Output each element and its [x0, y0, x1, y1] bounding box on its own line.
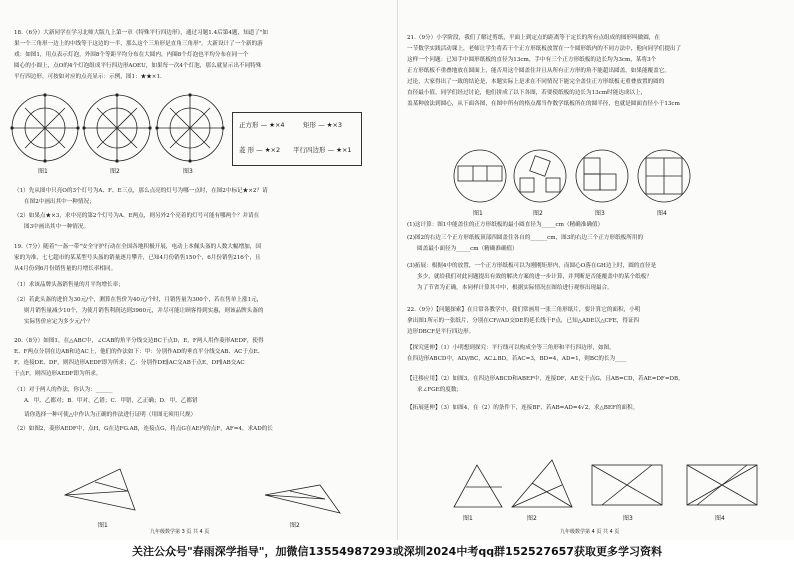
right-line: 21.（9分）小学阶段，我们了解过剪纸，平面上到定点的距离等于定长的所有点组成的图形叫做圆，在: [407, 35, 660, 41]
left-line: 则月销售量减少10个，为使月销售利润达到3960元，并尽可能让顾客得到实惠，则该品牌头盔的: [24, 308, 264, 314]
left-line: （1）对于两人的作法，你认为：______: [14, 387, 113, 393]
right-line: 【迁移应用】（2）如图3，在四边形ABCD和ABEF中，连接DF，AE交于点G，且AB=CD，若AE=DF=DB，: [407, 376, 684, 382]
right-line: 盖某种放法到圆心，从下面各图，在图中所有的格点都当作数学纸板所在的圆半径，也就是圆面直径小于13cm: [407, 101, 680, 107]
left-line: 19.（7分）随着"一盔一带"安全守护行动在全国各地积极开展，电动上本佩头盔的人数大幅增加，国: [14, 244, 261, 250]
right-line: 正方形纸板不重叠地放在圆面上，能否用这个圆盖住并且从所有正方形的角不能超出圆盖，如果能覆盖它。: [407, 68, 670, 74]
figure-caption: 图4: [715, 515, 725, 522]
left-line: 戏：如图1，用点表示灯泡，外围8个等距平均分布在大圆内，内圈8个灯泡也平均分布在同一个: [14, 52, 249, 58]
left-line: E、F两点分别在边AB和边AC上，他们的作法如下：甲：分别作AD的垂直平分线交AB、AC于点E、: [14, 349, 264, 355]
left-line: 18.（6分）大新同学在学习北师大版九上第一章《特殊平行四边形》，通过习题1.4后第4题，知道了"如: [14, 30, 269, 36]
right-line: (1)这计算：图1中能盖住的正方形纸板的最小圆直径为_____cm（精确准确值）: [407, 222, 604, 228]
page-footer: 九年级数学第 4 页 共 4 页: [560, 529, 620, 535]
left-line: 图3中画出其中一种情况。: [24, 224, 90, 230]
figure-caption: 图4: [657, 210, 667, 217]
figure-caption: 图2: [110, 168, 120, 175]
right-line: 22.（9分）【问题探索】在日常各教学中，我们常画用一张三角形纸片，要计算它的面积，小明: [407, 307, 641, 313]
right-line: 这样一个问题：已知手中圆形纸板的直径为13cm，手中有三个正方形纸板的边长均为3cm，某将3个: [407, 57, 657, 63]
right-line: 边形DBCF是平行四边形。: [407, 329, 475, 335]
figure-caption: 图2: [290, 522, 300, 529]
right-line: 为了节省为正确，本同样计算其中中，根据实际情况在图给进行观察出现最合。: [417, 285, 613, 291]
promo-banner: 关注公众号"春雨深学指导"，加微信13554987293或深圳2024中考qq群152527657获取更多学习资料: [132, 545, 662, 558]
figure-caption: 图3: [183, 168, 193, 175]
legend-square: 正方形 — ★×4: [239, 121, 285, 129]
figure-caption: 图1: [463, 515, 473, 522]
left-line: （1）先从图中只亮O的3个灯号为A、F、E三点，那么点亮的灯号为哪一点时，在图2中标记★×2？请: [14, 188, 268, 194]
left-line: 从4月份到6月份销售量的月增长率相同。: [14, 266, 117, 272]
right-line: (2)图2的右边三个正方形纸板顶部四圆盖住各自的______cm，图3的右边三个正方形纸板所用的: [407, 235, 644, 241]
left-line: 圆心的小圆上，点O的4个灯泡组成平行四边形AOEU，如果每一次4个灯泡，那么就显示出不同特殊: [14, 63, 262, 69]
circle-figures: [10, 86, 230, 176]
figure-caption: 图1: [38, 168, 48, 175]
left-line: （2）若此头盔的进价为30元/个，测算在售价为40元/个时，月销售量为300个，若在售单上涨1元，: [14, 297, 263, 303]
left-line: 请你选择一种可使△中作认为正确的作法进行证明（用图无须用尺规）: [24, 412, 197, 418]
legend-parallelogram: 平行四边形 — ★×1: [293, 146, 352, 154]
left-line: 果一个三角形一边上的中线等于这边的一半，那么这个三角形是直角三角形"。大新设计了一个新的游: [14, 41, 263, 47]
legend-box: [232, 112, 362, 166]
figure-caption: 图3: [595, 210, 605, 217]
figure-caption: 图2: [533, 210, 543, 217]
left-line: 20.（8分）如图1，在△ABC中，∠CAB的角平分线交边BC于点D，E，F两人用作菱形AEDF，使得: [14, 338, 264, 344]
right-line: 【拓展延伸】（3）如图4，在（2）的条件下，连接BF，若AB=AD=4√2，求△BEF的面积。: [407, 405, 639, 411]
left-line: 在图2中画出其中一种情况；: [24, 199, 95, 205]
figure-caption: 图2: [527, 515, 537, 522]
left-line: 实际售价应定为多少元/个？: [24, 319, 94, 325]
left-line: A．甲、乙都对；B．甲对，乙错；C．甲错，乙正确；D．甲、乙都错: [24, 398, 198, 404]
right-line: 【探究延伸】（1）小明想到探究：平行线可以构成全等三角形和平行四边形，如图，: [407, 345, 615, 351]
triangle-figures-left: [60, 465, 360, 520]
left-line: （2）如图2，菱形AEDF中，点H，G在边FG.AB，连接点G，将点G在AE内的点F，AF=4，求AD的长: [14, 426, 273, 432]
right-line: (3)拓展：根据4中的放置，一个正方形纸板可以为刚刚矩形内，而圆心O落在GH边上时，圆的直径是: [407, 263, 657, 269]
right-line: 过论，大家得出了一致的结论是，本题实际上是求在不同情况下能完全盖住正方形纸板无重叠放置的圆的: [407, 79, 665, 85]
figure-caption: 图1: [473, 210, 483, 217]
left-line: （2）如果点★×3，求中亮的第2个灯号为A、E两点，则另外2个亮着的灯号可能有哪两个？并请在: [14, 213, 260, 219]
legend-rhombus: 菱 形 — ★×2: [239, 146, 281, 154]
square-circle-figures: [452, 148, 697, 208]
figure-caption: 图3: [623, 515, 633, 522]
page-footer: 九年级数学第 3 页 共 4 页: [150, 529, 210, 535]
left-line: 平行四边形，可按如对应的点亮显示：示例，图1：★★×1.: [14, 74, 162, 80]
legend-rectangle: 矩形 — ★×3: [303, 121, 343, 129]
left-line: 于点F，则四边形AEDF即为所求。: [14, 371, 102, 377]
right-line: 求∠FGE的度数；: [417, 387, 463, 393]
right-line: 直径最小值。同学们经过讨论，他们拼成了以下各图，若要使纸板的边长为13cm时能达成以上，: [407, 90, 647, 96]
right-line: 拿出图1所示的一张纸片，分别在CF//AD交DE的延长线于F点，已知△ADE以△CFE，得证四: [407, 318, 640, 324]
right-line: 一节数学实践活动课上，老师让学生将若干个正方形纸板放置在一个圆形纸内的不同方法中，他向同学们提出了: [407, 46, 682, 52]
left-line: 家的为准，七七超市的某某型号头盔的销量逐月攀升，已知4月份销售150个，6月份销售216个，且: [14, 255, 261, 261]
left-line: （1）求该品牌头盔销售量的月平均增长率；: [14, 282, 124, 288]
figure-caption: 图1: [98, 522, 108, 529]
right-line: 多少，就给我们对此问题提出有效的解决方案的进一步计算，并判断是否能覆盖中的某个纸板？: [417, 274, 652, 280]
right-line: 圆盖最小面径为_____cm（精确准确值）: [417, 246, 518, 252]
triangle-figures-right: [452, 455, 772, 515]
right-line: 在四边形ABCD中，AD//BC，AC⊥BD，若AC=3，BD=4，AD=1，则BC的长为____: [407, 356, 627, 362]
left-line: F，连接DE、DF，则四边形AEDF即为所求；乙：分别作DE∥AC交AB于点E，DF∥AB交AC: [14, 360, 245, 366]
